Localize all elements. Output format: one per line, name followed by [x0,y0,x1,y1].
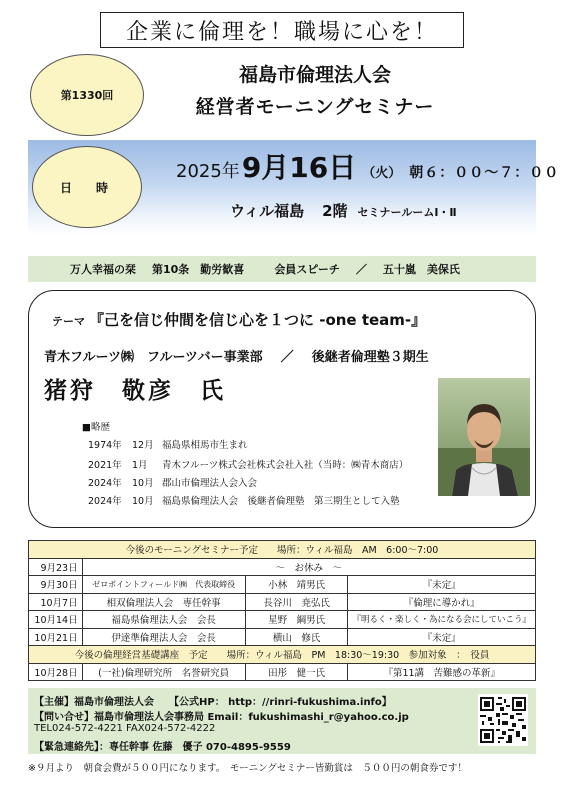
theme-line [52,309,426,330]
date-line [176,146,559,186]
history-item: 2021年 1月 青木フルーツ株式会社株式会社入社（当時：㈱青木商店） [88,460,409,471]
speaker-photo [438,378,530,496]
table-row: 9月23日 ～ お休み ～ [29,558,536,576]
footer-contact: 【問い合せ】福島市倫理法人会事務局 Email：fukushimashi_r@yahoo.co.jp [34,712,409,723]
reading-chapter: 第10条 勤労歓喜 [152,263,245,276]
date-year: 2025年 [176,161,240,182]
speech-label: 会員スピーチ [274,263,340,276]
affiliation-slash: ／ [280,350,294,365]
person-portrait-icon [438,378,530,496]
footer-host: 【主催】福島市倫理法人会 【公式HP： http：//rinri-fukushima.info】 [34,697,392,708]
history-heading: ■略歴 [82,422,110,433]
schedule-table [28,540,536,681]
session-number: 第1330回 [60,89,114,102]
history-item: 2024年 10月 郡山市倫理法人会入会 [88,478,258,489]
history-item: 2024年 10月 福島県倫理法人会 後継者倫理塾 第三期生として入塾 [88,496,400,507]
table-row: 10月7日 相双倫理法人会 専任幹事 長谷川 尭弘氏 『倫理に導かれ』 [29,593,536,611]
history-item: 1974年 12月 福島県相馬市生まれ [88,440,248,451]
table-row: 9月30日 ゼロポイントフィールド㈱ 代表取締役 小林 靖男氏 『未定』 [29,576,536,594]
date-month-day: 9月16日 [241,151,357,184]
speaker-affiliation [44,346,429,365]
venue-room: セミナールームⅠ・Ⅱ [357,206,457,219]
qr-code[interactable] [478,694,528,746]
footer-tel: TEL024-572-4221 FAX024-572-4222 [34,723,216,734]
date-label: 日 時 [59,180,114,195]
venue-floor: 2階 [322,202,348,220]
theme-title: 『己を信じ仲間を信じ心を１つに -one team-』 [89,311,427,329]
session-number-badge [30,54,144,136]
speaker-role: 後継者倫理塾３期生 [311,350,429,365]
venue-line [230,200,457,221]
speech-person: 五十嵐 美保氏 [382,263,460,276]
footer-emergency: 【緊急連絡先】：専任幹事 佐藤 優子 070-4895-9559 [34,742,291,753]
theme-label: テーマ [52,315,85,328]
date-weekday: （火） [362,166,402,181]
lecture-header: 今後の倫理経営基礎講座 予定 場所：ウィル福島 PM 18:30～19:30 参加対象 ： 役員 [29,646,536,664]
date-label-badge [32,146,142,228]
speaker-company: 青木フルーツ㈱ フルーツバー事業部 [44,350,263,365]
table-row: 10月21日 伊達準倫理法人会 会長 横山 修氏 『未定』 [29,628,536,646]
table-row: 10月14日 福島県倫理法人会 会長 星野 綱男氏 『明るく・楽しく・為になる会にしていこう』 [29,611,536,629]
qr-code-icon [478,694,528,746]
reading-speech-strip [28,256,536,282]
venue-name: ウィル福島 [230,202,305,220]
date-time: 朝６：００～７：００ [409,165,560,181]
organizer-name: 福島市倫理法人会 [238,64,391,86]
slogan-banner: 企業に倫理を！職場に心を！ [100,12,464,48]
table-row: 10月28日 (一社)倫理研究所 名誉研究員 田彤 健一氏 『第11講 苦難感の革新』 [29,663,536,681]
schedule-header: 今後のモーニングセミナー予定 場所：ウィル福島 AM 6:00～7:00 [29,541,536,559]
reading-title: 万人幸福の栞 [70,263,136,276]
strip-slash: ／ [355,263,367,276]
footnote: ※９月より 朝食会費が５００円になります。 モーニングセミナー皆勤賞は ５００円の朝食券です！ [28,763,467,774]
speaker-name: 猪狩 敬彦 氏 [44,378,226,404]
seminar-title: 経営者モーニングセミナー [195,96,435,118]
